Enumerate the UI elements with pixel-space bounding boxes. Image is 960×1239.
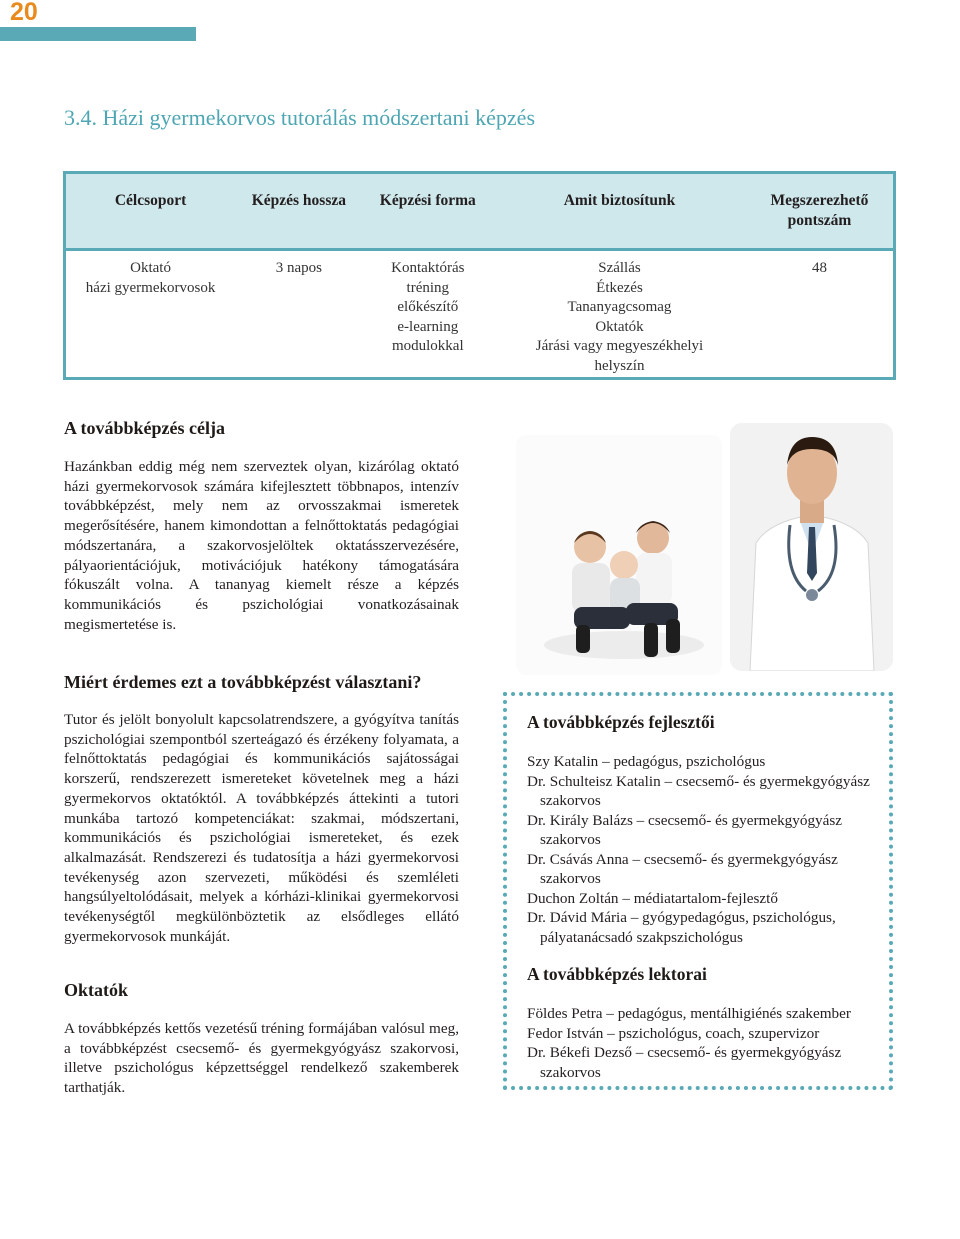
list-item: Dr. Király Balázs – csecsemő- és gyermekgyógyász szakorvos	[527, 811, 843, 848]
table-row	[65, 250, 895, 379]
list-item: Fedor István – pszichológus, coach, szupervizor	[527, 1024, 820, 1042]
section-title: 3.4. Házi gyermekorvos tutorálás módszertani képzés	[64, 105, 536, 130]
cell-provided: Szállás Étkezés Tananyagcsomag Oktatók Járási vagy megyeszékhelyi helyszín	[535, 260, 704, 374]
developers-heading: A továbbképzés fejlesztői	[527, 712, 715, 732]
list-item: Dr. Csávás Anna – csecsemő- és gyermekgyógyász szakorvos	[527, 850, 838, 887]
list-item: Földes Petra – pedagógus, mentálhigiénés szakember	[527, 1005, 851, 1022]
header-provided: Amit biztosítunk	[493, 173, 746, 250]
header-points: Megszerezhető pontszám	[746, 173, 895, 250]
developers-list	[527, 752, 877, 947]
list-item: Dr. Dávid Mária – gyógypedagógus, pszichológus, pályatanácsadó szakpszichológus	[527, 909, 836, 946]
doctor-photo	[730, 423, 893, 671]
list-item: Dr. Schulteisz Katalin – csecsemő- és gyermekgyógyász szakorvos	[527, 772, 870, 809]
instructors-heading: Oktatók	[64, 980, 129, 1000]
table-header-row	[65, 173, 895, 250]
instructors-text: A továbbképzés kettős vezetésű tréning formájában valósul meg, a továbbképzést csecsemő- és gyermekgyógyász szakorvosi, illetve pszichológus képzettséggel rendelkező szakemberek tarthatják.	[64, 1020, 459, 1097]
cell-form: Kontaktórás tréning előkészítő e-learning modulokkal	[391, 260, 465, 354]
cell-target-group: Oktató házi gyermekorvosok	[85, 260, 216, 296]
goal-heading: A továbbképzés célja	[64, 418, 225, 438]
reviewers-heading: A továbbképzés lektorai	[527, 964, 707, 984]
header-target-group: Célcsoport	[65, 173, 236, 250]
why-text: Tutor és jelölt bonyolult kapcsolatrendszere, a gyógyítva tanítás pszichológiai szempontból szerteágazó és érzékeny folyamata, a felnőttoktatás pedagógiai és kommunikációs sajátosságai korszerű, rendszerezett ismereteket követelnek meg a házi gyermekorvos oktatóktól. A továbbképzés áttekinti a tutori munkába tartozó kompetenciákat: szakmai, módszertani, kommunikációs és pszichológiai ismereteket, és ezek alkalmazását. Rendszerezi és tudatosítja a házi gyermekorvosi tevékenység azon szervezeti, működési és szemléleti hangsúlyeltolódásait, melyek a kórházi-klinikai gyermekorvosi tevékenységtől megkülönböztetik az elsődleges ellátó gyermekorvosok munkáját.	[64, 711, 459, 945]
why-heading: Miért érdemes ezt a továbbképzést választani?	[64, 672, 422, 692]
list-item: Szy Katalin – pedagógus, pszichológus	[527, 753, 766, 770]
list-item: Dr. Békefi Dezső – csecsemő- és gyermekgyógyász szakorvos	[527, 1044, 842, 1081]
list-item: Duchon Zoltán – médiatartalom-fejlesztő	[527, 889, 778, 907]
family-photo	[516, 435, 722, 675]
contributors-box	[503, 692, 893, 1090]
page-number: 20	[10, 0, 38, 26]
header-accent-bar	[0, 27, 196, 41]
cell-points: 48	[811, 260, 827, 276]
course-info-table	[63, 171, 896, 380]
goal-text: Hazánkban eddig még nem szerveztek olyan, kizárólag oktató házi gyermekorvosok számára kifejlesztett többnapos, intenzív továbbképzést, mely nem az orvosszakmai ismeretek megerősítésére, hanem kimondottan a felnőttoktatás pedagógiai módszertanára, a szakorvosjelöltek oktatásszervezésére, pályaorientációjuk, motivációjuk hatékony támogatására fókuszált volna. A tananyag kiemelt része a képzés kommunikációs és pszichológiai vonatkozásainak megismertetése is.	[64, 458, 459, 633]
cell-duration: 3 napos	[275, 260, 322, 276]
reviewers-list	[527, 1004, 877, 1082]
header-form: Képzési forma	[363, 173, 493, 250]
header-duration: Képzés hossza	[235, 173, 362, 250]
